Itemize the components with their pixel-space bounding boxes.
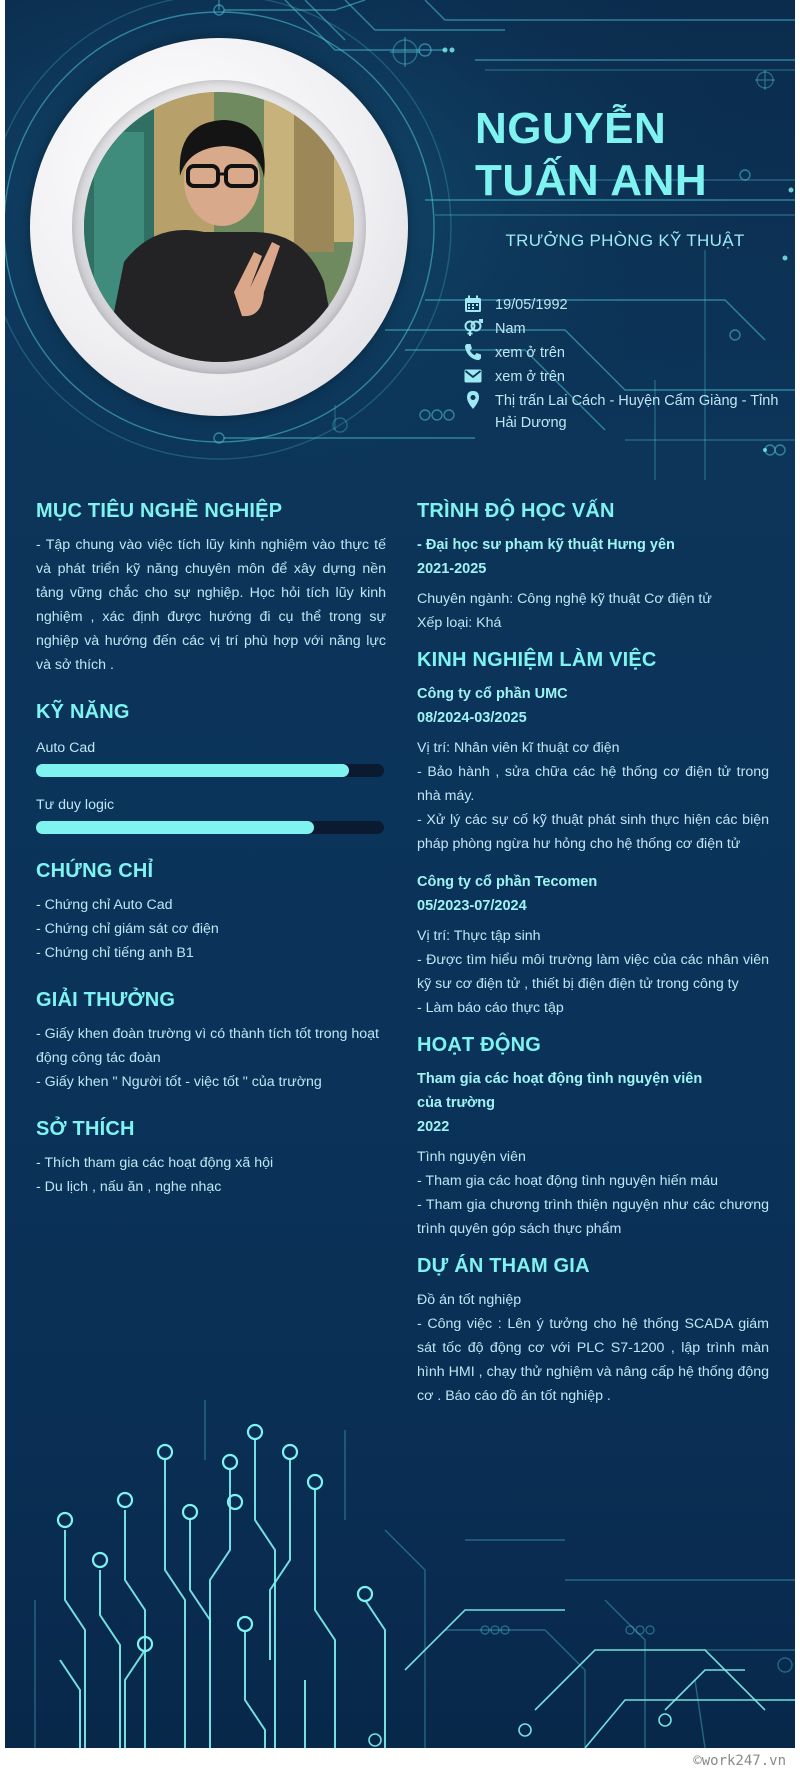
skill-label: Tư duy logic — [36, 797, 115, 813]
list-item: - Chứng chỉ tiếng anh B1 — [36, 945, 194, 961]
certificates-list — [36, 893, 386, 965]
career-goal-text: - Tập chung vào việc tích lũy kinh nghiệm vào thực tế và phát triển kỹ năng chuyên môn để xây dựng nền tảng vững chắc cho sự nghiệp. Học hỏi tích lũy kinh nghiệm , xác định được hướng đi cụ thể trong sự nghiệp và hướng đến các vị trí phù hợp với năng lực và sở thích . — [36, 537, 386, 673]
skill-bar-logic — [36, 821, 384, 834]
job-position: Vị trí: Thực tập sinh — [417, 928, 541, 944]
info-text: 19/05/1992 — [495, 297, 568, 313]
list-item: - Thích tham gia các hoạt động xã hội — [36, 1155, 274, 1171]
project-name: Đồ án tốt nghiệp — [417, 1292, 522, 1308]
education-school: - Đại học sư phạm kỹ thuật Hưng yên — [417, 537, 675, 553]
job-period: 05/2023-07/2024 — [417, 898, 527, 914]
projects-title: DỰ ÁN THAM GIA — [417, 1255, 590, 1277]
job-title: TRƯỞNG PHÒNG KỸ THUẬT — [505, 231, 745, 250]
job-period: 08/2024-03/2025 — [417, 710, 527, 726]
gender-icon — [463, 318, 483, 338]
activity-name: Tham gia các hoạt động tình nguyện viên của trường — [417, 1071, 703, 1111]
list-item: - Chứng chỉ Auto Cad — [36, 897, 173, 913]
cv-page — [5, 0, 795, 1748]
avatar-photo — [84, 92, 354, 362]
skill-bar-fill — [36, 821, 314, 834]
left-column — [36, 500, 386, 1199]
bottom-circuit-decoration — [5, 1400, 795, 1748]
job-position: Vị trí: Nhân viên kĩ thuật cơ điện — [417, 740, 620, 756]
list-item: - Giấy khen đoàn trường vì có thành tích tốt trong hoạt động công tác đoàn — [36, 1026, 379, 1066]
job-task: - Bảo hành , sửa chữa các hệ thống cơ điện tử trong nhà máy. — [417, 764, 769, 804]
list-item: - Giấy khen " Người tốt - việc tốt " của trường — [36, 1074, 322, 1090]
info-address — [463, 390, 785, 434]
list-item: - Du lịch , nấu ăn , nghe nhạc — [36, 1179, 222, 1195]
education-title: TRÌNH ĐỘ HỌC VẤN — [417, 500, 615, 522]
activity-role: Tình nguyện viên — [417, 1149, 526, 1165]
email-icon — [463, 366, 483, 386]
calendar-icon — [463, 294, 483, 314]
hobbies-title: SỞ THÍCH — [36, 1118, 135, 1140]
experience-title: KINH NGHIỆM LÀM VIỆC — [417, 649, 657, 671]
info-text: xem ở trên — [495, 345, 565, 361]
skill-label: Auto Cad — [36, 740, 96, 756]
avatar — [84, 92, 354, 362]
project-description: - Công việc : Lên ý tưởng cho hệ thống SCADA giám sát tốc độ động cơ với PLC S7-1200 , lập trình màn hình HMI , chạy thử nghiệm và nâng cấp hệ thống động cơ . Báo cáo đồ án tốt nghiệp . — [417, 1316, 769, 1404]
education-period: 2021-2025 — [417, 561, 487, 577]
awards-list — [36, 1022, 386, 1094]
info-birthdate — [463, 294, 785, 316]
awards-title: GIẢI THƯỞNG — [36, 989, 176, 1011]
education-major: Chuyên ngành: Công nghệ kỹ thuật Cơ điện tử — [417, 591, 712, 607]
education-rank: Xếp loại: Khá — [417, 615, 502, 631]
list-item: - Chứng chỉ giám sát cơ điện — [36, 921, 219, 937]
candidate-name: NGUYỄN TUẤN ANH — [475, 104, 708, 205]
activity-item: - Tham gia chương trình thiện nguyện như các chương trình quyên góp sách thực phẩm — [417, 1197, 769, 1237]
right-column — [417, 500, 769, 1408]
job-task: - Xử lý các sự cố kỹ thuật phát sinh thực hiện các biện pháp phòng ngừa hư hỏng cho hệ thống cơ điện tử — [417, 812, 769, 852]
skill-bar-autocad — [36, 764, 384, 777]
job-task: - Được tìm hiểu môi trường làm việc của các nhân viên kỹ sư cơ điện tử , thiết bị điện điện tử trong công ty — [417, 952, 769, 992]
certificates-title: CHỨNG CHỈ — [36, 860, 154, 882]
career-goal-title: MỤC TIÊU NGHỀ NGHIỆP — [36, 500, 283, 522]
activity-year: 2022 — [417, 1119, 450, 1135]
info-gender — [463, 318, 785, 340]
location-icon — [463, 390, 483, 410]
hobbies-list — [36, 1151, 386, 1199]
info-text: xem ở trên — [495, 369, 565, 385]
skills-title: KỸ NĂNG — [36, 701, 130, 723]
info-text: Thị trấn Lai Cách - Huyện Cẩm Giàng - Tỉnh Hải Dương — [495, 393, 779, 431]
job-task: - Làm báo cáo thực tập — [417, 1000, 564, 1016]
avatar-frame — [30, 38, 408, 416]
activities-title: HOẠT ĐỘNG — [417, 1034, 542, 1056]
watermark: ©work247.vn — [693, 1753, 786, 1769]
avatar-inner-ring — [72, 80, 366, 374]
info-email — [463, 366, 785, 388]
skill-bar-fill — [36, 764, 349, 777]
job-company: Công ty cổ phần Tecomen — [417, 874, 598, 890]
job-company: Công ty cổ phần UMC — [417, 686, 568, 702]
activity-item: - Tham gia các hoạt động tình nguyện hiến máu — [417, 1173, 719, 1189]
info-phone — [463, 342, 785, 364]
phone-icon — [463, 342, 483, 362]
info-text: Nam — [495, 321, 526, 337]
